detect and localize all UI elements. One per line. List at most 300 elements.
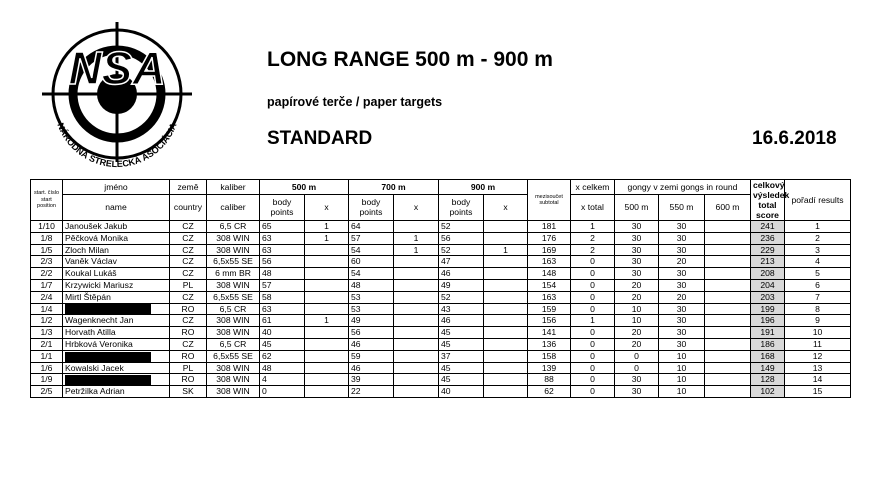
cell-points-500: 58 — [260, 291, 305, 303]
cell-x-total: 1 — [571, 315, 615, 327]
cell-competitor-name: Koukal Lukáš — [63, 268, 170, 280]
cell-subtotal: 62 — [528, 386, 571, 398]
cell-gong-500: 30 — [615, 268, 659, 280]
table-row — [31, 232, 851, 244]
cell-x-700 — [394, 386, 439, 398]
cell-x-900 — [484, 232, 528, 244]
cell-points-500: 45 — [260, 338, 305, 350]
cell-subtotal: 88 — [528, 374, 571, 386]
cell-caliber: 308 WIN — [207, 374, 260, 386]
cell-subtotal: 141 — [528, 327, 571, 339]
cell-total-score: 213 — [751, 256, 785, 268]
cell-subtotal: 139 — [528, 362, 571, 374]
cell-x-700: 1 — [394, 232, 439, 244]
col-total-score: celkový výsledek total score — [751, 180, 785, 221]
cell-total-score: 236 — [751, 232, 785, 244]
cell-country: CZ — [170, 256, 207, 268]
cell-x-700 — [394, 338, 439, 350]
event-date: 16.6.2018 — [752, 128, 837, 149]
cell-caliber: 308 WIN — [207, 232, 260, 244]
cell-points-900: 40 — [439, 386, 484, 398]
cell-x-500 — [305, 303, 349, 315]
page-subtitle: papírové terče / paper targets — [267, 95, 443, 109]
cell-x-500 — [305, 374, 349, 386]
cell-country: RO — [170, 303, 207, 315]
cell-start-position: 1/5 — [31, 244, 63, 256]
cell-gong-500: 0 — [615, 362, 659, 374]
cell-country: RO — [170, 374, 207, 386]
cell-competitor-name: Pěčková Monika — [63, 232, 170, 244]
col-country: country — [170, 194, 207, 220]
cell-country: RO — [170, 350, 207, 362]
col-gong-600: 600 m — [705, 194, 751, 220]
redacted-name — [65, 304, 151, 314]
cell-start-position: 1/4 — [31, 303, 63, 315]
cell-caliber: 6,5 CR — [207, 221, 260, 233]
cell-rank: 4 — [785, 256, 851, 268]
col-kaliber: kaliber — [207, 180, 260, 195]
cell-rank: 5 — [785, 268, 851, 280]
cell-start-position: 1/2 — [31, 315, 63, 327]
cell-gong-500: 10 — [615, 303, 659, 315]
cell-subtotal: 176 — [528, 232, 571, 244]
cell-country: PL — [170, 362, 207, 374]
table-row — [31, 279, 851, 291]
cell-country: RO — [170, 327, 207, 339]
results-body — [31, 221, 851, 398]
cell-subtotal: 148 — [528, 268, 571, 280]
cell-x-total: 0 — [571, 303, 615, 315]
cell-start-position: 2/4 — [31, 291, 63, 303]
cell-gong-500: 30 — [615, 386, 659, 398]
cell-gong-550: 30 — [659, 244, 705, 256]
cell-rank: 8 — [785, 303, 851, 315]
cell-gong-500: 20 — [615, 338, 659, 350]
cell-points-900: 37 — [439, 350, 484, 362]
col-jmeno: jméno — [63, 180, 170, 195]
cell-x-500 — [305, 279, 349, 291]
cell-competitor-name — [63, 374, 170, 386]
cell-rank: 15 — [785, 386, 851, 398]
cell-gong-600 — [705, 232, 751, 244]
cell-gong-600 — [705, 386, 751, 398]
cell-points-900: 56 — [439, 232, 484, 244]
cell-x-500 — [305, 268, 349, 280]
cell-x-700 — [394, 268, 439, 280]
cell-total-score: 186 — [751, 338, 785, 350]
cell-gong-600 — [705, 268, 751, 280]
cell-rank: 11 — [785, 338, 851, 350]
cell-points-700: 54 — [349, 268, 394, 280]
col-700m: 700 m — [349, 180, 439, 195]
cell-start-position: 1/7 — [31, 279, 63, 291]
cell-competitor-name — [63, 303, 170, 315]
cell-subtotal: 154 — [528, 279, 571, 291]
cell-points-900: 45 — [439, 362, 484, 374]
cell-gong-550: 20 — [659, 291, 705, 303]
cell-x-900 — [484, 279, 528, 291]
cell-x-500: 1 — [305, 315, 349, 327]
cell-x-500 — [305, 256, 349, 268]
cell-competitor-name: Horvath Atilla — [63, 327, 170, 339]
cell-competitor-name: Vaněk Václav — [63, 256, 170, 268]
cell-caliber: 308 WIN — [207, 315, 260, 327]
cell-points-700: 46 — [349, 362, 394, 374]
col-900m: 900 m — [439, 180, 528, 195]
cell-start-position: 1/8 — [31, 232, 63, 244]
cell-x-900 — [484, 291, 528, 303]
cell-points-900: 45 — [439, 338, 484, 350]
col-700-x: x — [394, 194, 439, 220]
col-900-points: body points — [439, 194, 484, 220]
cell-rank: 13 — [785, 362, 851, 374]
cell-x-total: 0 — [571, 256, 615, 268]
cell-competitor-name: Zloch Milan — [63, 244, 170, 256]
cell-points-500: 56 — [260, 256, 305, 268]
cell-x-500: 1 — [305, 232, 349, 244]
cell-competitor-name: Mirtl Štěpán — [63, 291, 170, 303]
cell-caliber: 308 WIN — [207, 327, 260, 339]
cell-x-900 — [484, 315, 528, 327]
cell-x-900: 1 — [484, 244, 528, 256]
cell-total-score: 208 — [751, 268, 785, 280]
cell-points-900: 43 — [439, 303, 484, 315]
cell-points-500: 48 — [260, 362, 305, 374]
cell-x-900 — [484, 338, 528, 350]
col-caliber: caliber — [207, 194, 260, 220]
cell-x-total: 1 — [571, 221, 615, 233]
redacted-name — [65, 352, 151, 362]
cell-x-total: 0 — [571, 386, 615, 398]
cell-competitor-name: Hrbková Veronika — [63, 338, 170, 350]
cell-competitor-name: Janoušek Jakub — [63, 221, 170, 233]
cell-rank: 6 — [785, 279, 851, 291]
cell-x-500 — [305, 244, 349, 256]
cell-gong-600 — [705, 327, 751, 339]
cell-x-500 — [305, 338, 349, 350]
redacted-name — [65, 375, 151, 385]
table-row — [31, 374, 851, 386]
cell-country: CZ — [170, 232, 207, 244]
cell-points-900: 52 — [439, 291, 484, 303]
table-row — [31, 315, 851, 327]
cell-points-500: 63 — [260, 303, 305, 315]
cell-x-900 — [484, 256, 528, 268]
cell-points-500: 63 — [260, 244, 305, 256]
cell-gong-600 — [705, 221, 751, 233]
cell-x-total: 0 — [571, 268, 615, 280]
cell-country: CZ — [170, 338, 207, 350]
col-gong-500: 500 m — [615, 194, 659, 220]
cell-x-900 — [484, 362, 528, 374]
cell-gong-550: 30 — [659, 279, 705, 291]
table-row — [31, 350, 851, 362]
cell-rank: 7 — [785, 291, 851, 303]
col-gong-550: 550 m — [659, 194, 705, 220]
cell-x-900 — [484, 268, 528, 280]
cell-gong-500: 30 — [615, 221, 659, 233]
cell-start-position: 2/5 — [31, 386, 63, 398]
cell-total-score: 128 — [751, 374, 785, 386]
cell-country: CZ — [170, 244, 207, 256]
cell-gong-600 — [705, 244, 751, 256]
cell-start-position: 1/9 — [31, 374, 63, 386]
cell-x-900 — [484, 303, 528, 315]
cell-gong-550: 20 — [659, 256, 705, 268]
cell-x-total: 0 — [571, 327, 615, 339]
cell-gong-550: 10 — [659, 386, 705, 398]
table-row — [31, 303, 851, 315]
cell-points-900: 45 — [439, 327, 484, 339]
cell-subtotal: 136 — [528, 338, 571, 350]
cell-points-900: 52 — [439, 244, 484, 256]
col-results: pořadí results — [785, 180, 851, 221]
cell-points-700: 48 — [349, 279, 394, 291]
cell-country: SK — [170, 386, 207, 398]
cell-gong-600 — [705, 315, 751, 327]
cell-x-700 — [394, 350, 439, 362]
cell-x-700 — [394, 221, 439, 233]
col-900-x: x — [484, 194, 528, 220]
col-x-total: x total — [571, 194, 615, 220]
cell-gong-500: 20 — [615, 279, 659, 291]
table-row — [31, 256, 851, 268]
cell-points-500: 48 — [260, 268, 305, 280]
cell-points-900: 52 — [439, 221, 484, 233]
cell-gong-550: 30 — [659, 338, 705, 350]
cell-x-500: 1 — [305, 221, 349, 233]
cell-total-score: 149 — [751, 362, 785, 374]
cell-points-500: 65 — [260, 221, 305, 233]
cell-x-total: 0 — [571, 279, 615, 291]
cell-competitor-name: Krzywicki Mariusz — [63, 279, 170, 291]
cell-start-position: 1/3 — [31, 327, 63, 339]
cell-gong-550: 10 — [659, 350, 705, 362]
cell-points-700: 59 — [349, 350, 394, 362]
table-row — [31, 362, 851, 374]
cell-country: CZ — [170, 268, 207, 280]
cell-gong-600 — [705, 374, 751, 386]
cell-x-total: 0 — [571, 362, 615, 374]
cell-points-700: 22 — [349, 386, 394, 398]
cell-caliber: 6,5x55 SE — [207, 291, 260, 303]
cell-subtotal: 156 — [528, 315, 571, 327]
cell-rank: 12 — [785, 350, 851, 362]
cell-points-700: 53 — [349, 291, 394, 303]
table-row — [31, 338, 851, 350]
cell-points-500: 57 — [260, 279, 305, 291]
cell-start-position: 2/1 — [31, 338, 63, 350]
col-x-celkem: x celkem — [571, 180, 615, 195]
cell-country: CZ — [170, 315, 207, 327]
cell-total-score: 241 — [751, 221, 785, 233]
cell-total-score: 229 — [751, 244, 785, 256]
table-row — [31, 244, 851, 256]
cell-rank: 3 — [785, 244, 851, 256]
cell-caliber: 6,5 CR — [207, 338, 260, 350]
cell-gong-600 — [705, 338, 751, 350]
cell-gong-500: 30 — [615, 244, 659, 256]
cell-gong-500: 20 — [615, 291, 659, 303]
cell-points-700: 54 — [349, 244, 394, 256]
cell-x-900 — [484, 221, 528, 233]
cell-gong-600 — [705, 256, 751, 268]
cell-total-score: 191 — [751, 327, 785, 339]
cell-caliber: 308 WIN — [207, 362, 260, 374]
table-row — [31, 268, 851, 280]
cell-x-total: 2 — [571, 244, 615, 256]
cell-points-500: 4 — [260, 374, 305, 386]
cell-gong-550: 30 — [659, 232, 705, 244]
cell-gong-500: 30 — [615, 232, 659, 244]
cell-x-700 — [394, 327, 439, 339]
cell-gong-600 — [705, 279, 751, 291]
cell-gong-500: 30 — [615, 256, 659, 268]
col-start-position: start. číslo start position — [31, 180, 63, 221]
logo-ring-text: NÁRODNÁ STRELECKÁ ASOCIÁCIA — [55, 121, 179, 170]
cell-points-700: 56 — [349, 327, 394, 339]
cell-x-500 — [305, 386, 349, 398]
cell-gong-550: 30 — [659, 268, 705, 280]
cell-gong-600 — [705, 362, 751, 374]
cell-points-900: 46 — [439, 315, 484, 327]
cell-points-500: 63 — [260, 232, 305, 244]
cell-start-position: 2/3 — [31, 256, 63, 268]
cell-caliber: 308 WIN — [207, 386, 260, 398]
cell-x-500 — [305, 327, 349, 339]
cell-gong-550: 30 — [659, 327, 705, 339]
cell-start-position: 1/1 — [31, 350, 63, 362]
cell-competitor-name: Kowalski Jacek — [63, 362, 170, 374]
cell-gong-500: 10 — [615, 315, 659, 327]
cell-x-900 — [484, 374, 528, 386]
cell-x-700: 1 — [394, 244, 439, 256]
cell-x-700 — [394, 315, 439, 327]
col-500-points: body points — [260, 194, 305, 220]
cell-x-700 — [394, 362, 439, 374]
cell-x-900 — [484, 327, 528, 339]
cell-points-700: 46 — [349, 338, 394, 350]
col-name: name — [63, 194, 170, 220]
cell-gong-550: 30 — [659, 303, 705, 315]
cell-x-700 — [394, 256, 439, 268]
cell-x-900 — [484, 350, 528, 362]
results-table — [30, 179, 851, 398]
cell-points-900: 46 — [439, 268, 484, 280]
cell-x-500 — [305, 362, 349, 374]
cell-gong-600 — [705, 350, 751, 362]
cell-caliber: 6,5x55 SE — [207, 350, 260, 362]
cell-gong-550: 10 — [659, 374, 705, 386]
cell-subtotal: 163 — [528, 256, 571, 268]
cell-start-position: 2/2 — [31, 268, 63, 280]
col-gongs: gongy v zemi gongs in round — [615, 180, 751, 195]
cell-start-position: 1/6 — [31, 362, 63, 374]
cell-x-500 — [305, 291, 349, 303]
cell-points-500: 61 — [260, 315, 305, 327]
col-500m: 500 m — [260, 180, 349, 195]
cell-x-900 — [484, 386, 528, 398]
cell-gong-550: 30 — [659, 221, 705, 233]
cell-rank: 9 — [785, 315, 851, 327]
table-row — [31, 386, 851, 398]
cell-points-900: 49 — [439, 279, 484, 291]
cell-gong-500: 30 — [615, 374, 659, 386]
cell-x-total: 0 — [571, 291, 615, 303]
cell-caliber: 308 WIN — [207, 244, 260, 256]
cell-total-score: 102 — [751, 386, 785, 398]
cell-rank: 2 — [785, 232, 851, 244]
cell-points-500: 62 — [260, 350, 305, 362]
logo-text: NSA — [68, 42, 166, 94]
cell-country: PL — [170, 279, 207, 291]
cell-country: CZ — [170, 221, 207, 233]
cell-subtotal: 163 — [528, 291, 571, 303]
cell-rank: 14 — [785, 374, 851, 386]
cell-x-700 — [394, 374, 439, 386]
cell-gong-500: 20 — [615, 327, 659, 339]
cell-total-score: 199 — [751, 303, 785, 315]
cell-total-score: 196 — [751, 315, 785, 327]
cell-caliber: 6,5 CR — [207, 303, 260, 315]
cell-gong-600 — [705, 291, 751, 303]
cell-gong-550: 30 — [659, 315, 705, 327]
cell-gong-550: 10 — [659, 362, 705, 374]
cell-points-900: 47 — [439, 256, 484, 268]
cell-caliber: 308 WIN — [207, 279, 260, 291]
cell-points-500: 0 — [260, 386, 305, 398]
nsa-logo — [32, 22, 202, 177]
col-subtotal: mezisoučet subtotal — [528, 180, 571, 221]
cell-x-700 — [394, 291, 439, 303]
cell-points-700: 57 — [349, 232, 394, 244]
cell-points-900: 45 — [439, 374, 484, 386]
cell-competitor-name: Petržilka Adrian — [63, 386, 170, 398]
cell-x-500 — [305, 350, 349, 362]
cell-points-700: 60 — [349, 256, 394, 268]
cell-x-total: 0 — [571, 338, 615, 350]
cell-subtotal: 169 — [528, 244, 571, 256]
col-500-x: x — [305, 194, 349, 220]
table-row — [31, 291, 851, 303]
cell-points-500: 40 — [260, 327, 305, 339]
cell-points-700: 53 — [349, 303, 394, 315]
cell-x-total: 0 — [571, 374, 615, 386]
page-title: LONG RANGE 500 m - 900 m — [267, 48, 553, 71]
cell-gong-500: 0 — [615, 350, 659, 362]
cell-caliber: 6 mm BR — [207, 268, 260, 280]
category-label: STANDARD — [267, 128, 373, 149]
cell-subtotal: 181 — [528, 221, 571, 233]
cell-total-score: 168 — [751, 350, 785, 362]
cell-points-700: 49 — [349, 315, 394, 327]
cell-competitor-name — [63, 350, 170, 362]
cell-subtotal: 159 — [528, 303, 571, 315]
table-row — [31, 221, 851, 233]
cell-subtotal: 158 — [528, 350, 571, 362]
col-700-points: body points — [349, 194, 394, 220]
cell-x-700 — [394, 279, 439, 291]
cell-x-total: 2 — [571, 232, 615, 244]
cell-caliber: 6,5x55 SE — [207, 256, 260, 268]
cell-gong-600 — [705, 303, 751, 315]
cell-points-700: 64 — [349, 221, 394, 233]
cell-total-score: 203 — [751, 291, 785, 303]
cell-rank: 10 — [785, 327, 851, 339]
col-zeme: země — [170, 180, 207, 195]
cell-x-total: 0 — [571, 350, 615, 362]
cell-country: CZ — [170, 291, 207, 303]
